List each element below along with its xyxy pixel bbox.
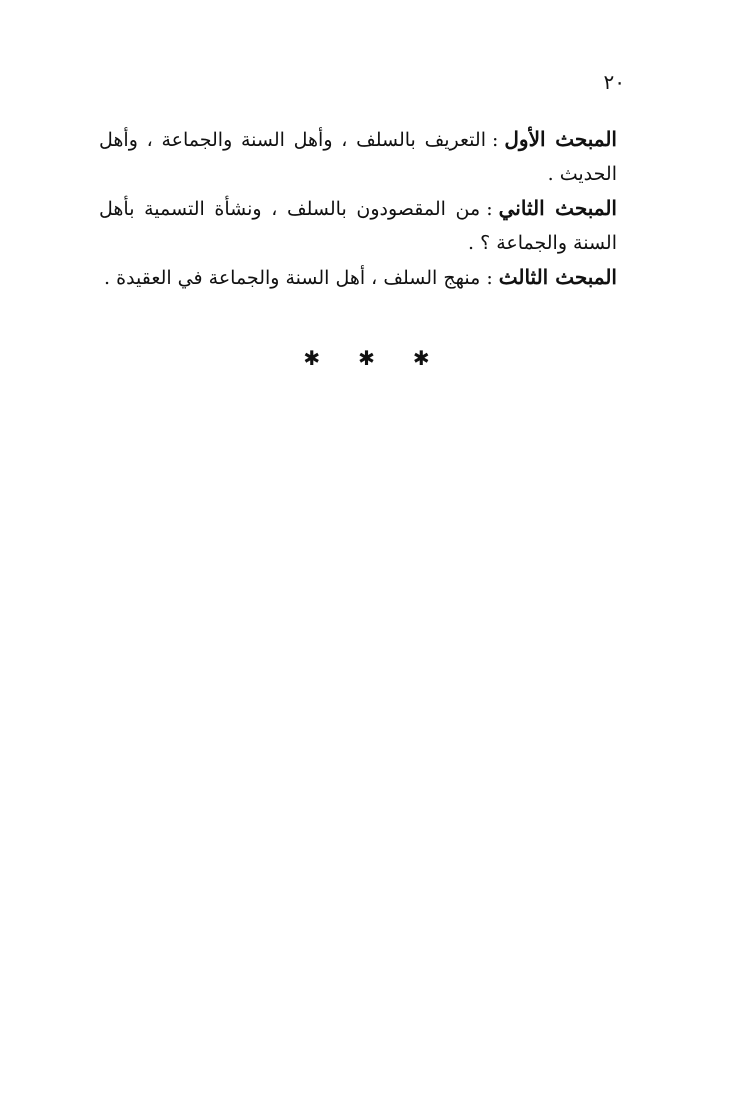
outline-entry-2 xyxy=(99,191,617,260)
entry-separator: : xyxy=(486,198,493,220)
entry-separator: : xyxy=(491,129,499,151)
chapter-outline xyxy=(99,122,617,295)
entry-text: من المقصودون بالسلف ، ونشأة التسمية بأهل السنة والجماعة ؟ . xyxy=(99,198,617,254)
section-divider-ornament xyxy=(0,346,755,370)
asterisk-icon: ✱ xyxy=(303,346,343,370)
entry-text: منهج السلف ، أهل السنة والجماعة في العقيدة . xyxy=(104,267,481,289)
asterisk-icon: ✱ xyxy=(358,346,397,370)
asterisk-icon: ✱ xyxy=(412,346,452,370)
outline-entry-1 xyxy=(99,122,617,191)
outline-entry-3 xyxy=(99,260,617,295)
entry-label: المبحث الثالث xyxy=(498,265,617,289)
page-number: ٢٠ xyxy=(603,70,625,94)
entry-label: المبحث الثاني xyxy=(498,196,617,220)
entry-text: التعريف بالسلف ، وأهل السنة والجماعة ، وأهل الحديث . xyxy=(99,129,617,185)
entry-separator: : xyxy=(486,267,493,289)
entry-label: المبحث الأول xyxy=(504,127,617,151)
